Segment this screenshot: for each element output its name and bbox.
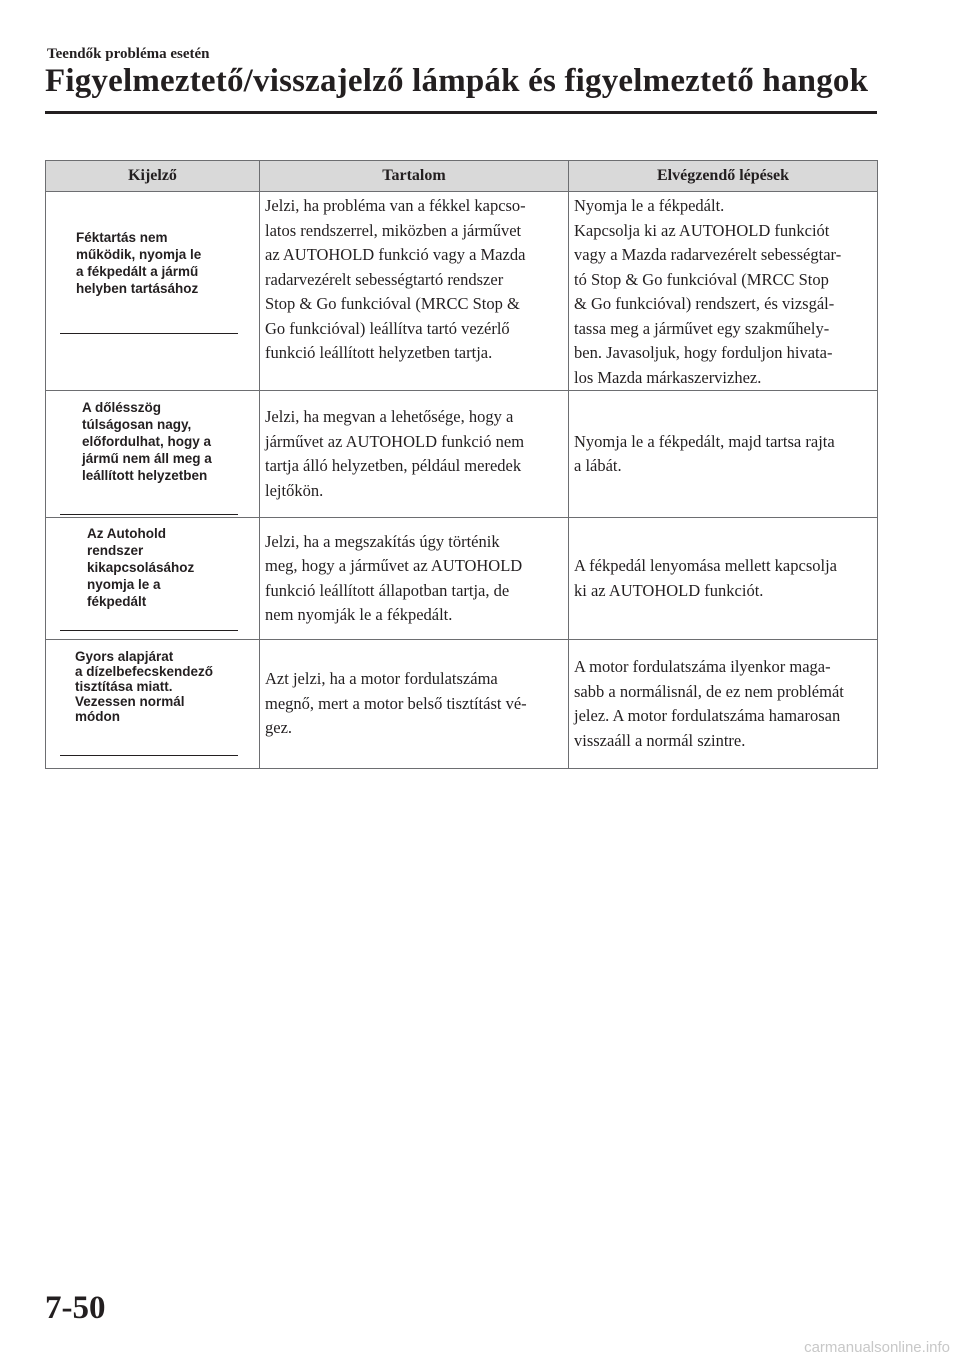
display-underline [60,333,238,334]
content-text: Azt jelzi, ha a motor fordulatszáma megnő, mert a motor belső tisztítást vé- gez. [265,669,527,738]
display-cell [46,640,260,769]
display-cell [46,391,260,518]
action-text: A motor fordulatszáma ilyenkor maga- sabb a normálisnál, de ez nem problémát jelez. A motor fordulatszáma hamarosan visszaáll a normál szintre. [574,657,844,750]
action-cell [569,640,878,769]
content-cell [260,640,569,769]
display-message: Az Autohold rendszer kikapcsolásához nyomja le a fékpedált [87,526,195,609]
table-row [46,391,878,518]
content-cell [260,192,569,391]
action-cell [569,518,878,640]
page-number: 7-50 [45,1290,106,1326]
display-message: A dőlésszög túlságosan nagy, előfordulhat, hogy a jármű nem áll meg a leállított helyzetben [82,400,212,483]
table-row [46,518,878,640]
content-text: Jelzi, ha probléma van a fékkel kapcso- latos rendszerrel, miközben a járművet az AUTOHOLD funkció vagy a Mazda radarvezérelt sebességtartó rendszer Stop & Go funkcióval (MRCC Stop & Go funkcióval) leállítva tartó vezérlő funkció leállított helyzetben tartja. [265,196,526,362]
section-header: Teendők probléma esetén [47,46,210,62]
action-text: Nyomja le a fékpedált. Kapcsolja ki az AUTOHOLD funkciót vagy a Mazda radarvezérelt sebességtar- tó Stop & Go funkcióval (MRCC Stop & Go funkcióval) rendszert, és vizsgál- tassa meg a járművet egy szakműhely- ben. Javasoljuk, hogy forduljon hivata- los Mazda márkaszervizhez. [574,196,842,387]
page-title: Figyelmeztető/visszajelző lámpák és figyelmeztető hangok [45,63,869,99]
content-text: Jelzi, ha megvan a lehetősége, hogy a járművet az AUTOHOLD funkció nem tartja álló helyzetben, például meredek lejtőkön. [265,407,525,500]
action-text: A fékpedál lenyomása mellett kapcsolja ki az AUTOHOLD funkciót. [574,556,837,600]
content-text: Jelzi, ha a megszakítás úgy történik meg, hogy a járművet az AUTOHOLD funkció leállított állapotban tartja, de nem nyomják le a fékpedált. [265,531,523,624]
display-cell [46,192,260,391]
display-message: Féktartás nem működik, nyomja le a fékpedált a jármű helyben tartásához [76,230,202,296]
table-header-row [46,161,878,192]
display-message: Gyors alapjárat a dízelbefecskendező tisztítása miatt. Vezessen normál módon [75,649,214,724]
watermark-link[interactable]: carmanualsonline.info [804,1339,950,1356]
action-cell [569,192,878,391]
table-row [46,640,878,769]
display-cell [46,518,260,640]
action-cell [569,391,878,518]
title-rule [45,111,877,114]
action-text: Nyomja le a fékpedált, majd tartsa rajta a lábát. [574,431,835,475]
warning-table [45,160,878,769]
display-underline [60,630,238,631]
content-cell [260,518,569,640]
display-underline [60,755,238,756]
header-lepesek: Elvégzendő lépések [569,161,878,192]
content-cell [260,391,569,518]
table-row [46,192,878,391]
header-tartalom: Tartalom [260,161,569,192]
header-kijelzo: Kijelző [46,161,260,192]
display-underline [60,514,238,515]
